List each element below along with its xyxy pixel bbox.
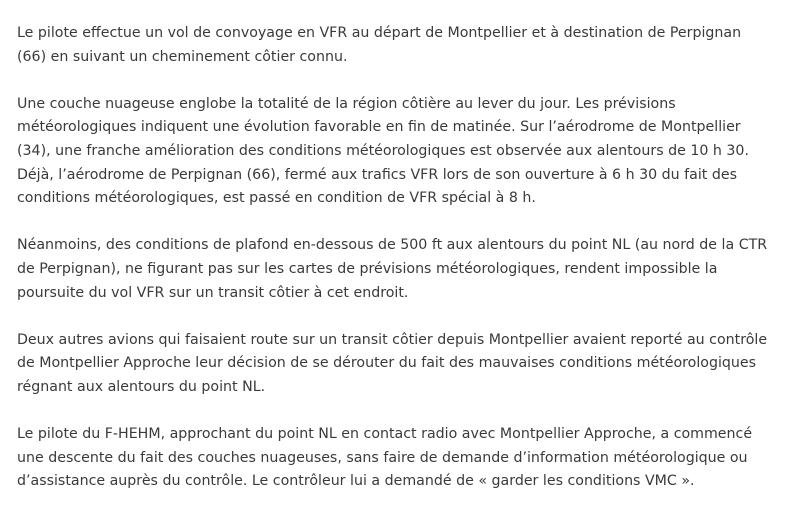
paragraph-ceiling-conditions: Néanmoins, des conditions de plafond en-dessous de 500 ft aux alentours du point NL (au nord de la CTR de Perpignan), ne figurant pas sur les cartes de prévisions météorologiques, rendent impossible la poursuite du vol VFR sur un transit côtier à cet endroit. <box>17 237 768 301</box>
paragraph-weather-forecast: Une couche nuageuse englobe la totalité de la région côtière au lever du jour. Les prévisions météorologiques indiquent une évolution favorable en fin de matinée. Sur l’aérodrome de Montpellier (34), une franche amélioration des conditions météorologiques est observée aux alentours de 10 h 30. Déjà, l’aérodrome de Perpignan (66), fermé aux trafics VFR lors de son ouverture à 6 h 30 du fait des conditions météorologiques, est passé en condition de VFR spécial à 8 h. <box>17 95 749 207</box>
paragraph-convoy-flight: Le pilote effectue un vol de convoyage en VFR au départ de Montpellier et à destination de Perpignan (66) en suivant un cheminement côtier connu. <box>17 25 742 65</box>
paragraph-pilot-descent: Le pilote du F-HEHM, approchant du point NL en contact radio avec Montpellier Approche, a commencé une descente du fait des couches nuageuses, sans faire de demande d’information météorologique ou d’assistance auprès du contrôle. Le contrôleur lui a demandé de « garder les conditions VMC ». <box>17 426 753 490</box>
paragraph-other-aircraft: Deux autres avions qui faisaient route sur un transit côtier depuis Montpellier avaient reporté au contrôle de Montpellier Approche leur décision de se dérouter du fait des mauvaises conditions météorologiques régnant aux alentours du point NL. <box>17 331 768 395</box>
